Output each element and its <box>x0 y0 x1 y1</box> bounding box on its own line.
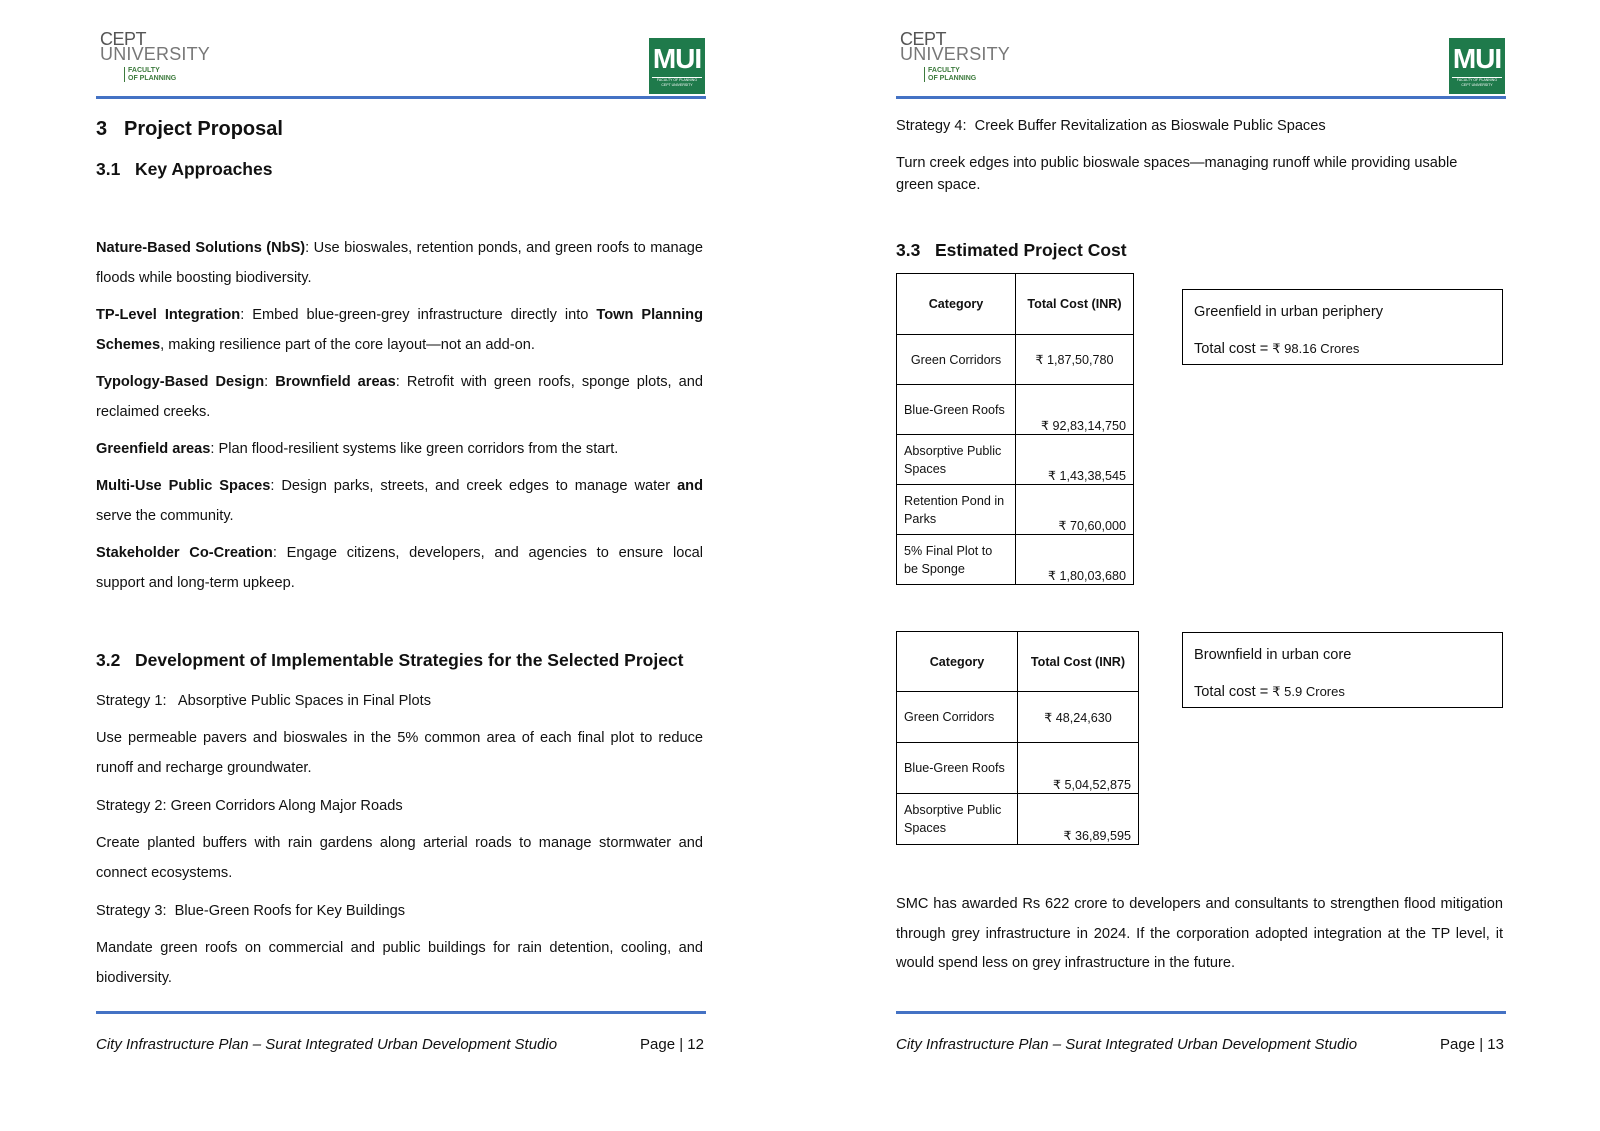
approach-greenfield: Greenfield areas: Plan flood-resilient systems like green corridors from the start. <box>96 441 619 457</box>
approach-tp-level: TP-Level Integration: Embed blue-green-grey infrastructure directly into Town Planning Schemes, making resilience part of the core layout—not an add-on. <box>96 307 703 353</box>
cept-university-logo: CEPT UNIVERSITY FACULTY OF PLANNING <box>900 29 1011 82</box>
footer-title: City Infrastructure Plan – Surat Integrated Urban Development Studio <box>896 1036 1358 1053</box>
table-row: Blue-Green Roofs ₹ 5,04,52,875 <box>897 743 1139 794</box>
footer-rule <box>96 1011 706 1014</box>
approach-stakeholder: Stakeholder Co-Creation: Engage citizens, developers, and agencies to ensure local support and long-term upkeep. <box>96 545 703 591</box>
approach-nbs: Nature-Based Solutions (NbS): Use bioswales, retention ponds, and green roofs to manage floods while boosting biodiversity. <box>96 240 703 286</box>
header-rule <box>96 96 706 99</box>
approach-multi-use: Multi-Use Public Spaces: Design parks, streets, and creek edges to manage water and serve the community. <box>96 478 704 524</box>
page-13 <box>800 0 1600 1131</box>
greenfield-cost-table: Category Total Cost (INR) Green Corridors ₹ 1,87,50,780 Blue-Green Roofs ₹ 92,83,14,750 Absorptive Public Spaces ₹ 1,43,38,545 Retention Pond in Parks ₹ 70,60,000 5% Final Plot to be Sponge ₹ 1,80,03,680 <box>896 273 1134 585</box>
footer-rule <box>896 1011 1506 1014</box>
strategy-4-title: Strategy 4: Creek Buffer Revitalization as Bioswale Public Spaces <box>896 118 1326 134</box>
strategy-1-title: Strategy 1: Absorptive Public Spaces in Final Plots <box>96 693 432 709</box>
table-row: Green Corridors ₹ 48,24,630 <box>897 692 1139 743</box>
page-number: Page | 13 <box>1440 1036 1504 1053</box>
mui-logo: MUI FACULTY OF PLANNING CEPT UNIVERSITY <box>649 38 705 94</box>
strategy-1-text: Use permeable pavers and bioswales in the 5% common area of each final plot to reduce runoff and recharge groundwater. <box>96 730 703 776</box>
cept-university-logo: CEPT UNIVERSITY FACULTY OF PLANNING <box>100 29 211 82</box>
greenfield-total-box: Greenfield in urban periphery Total cost = ₹ 98.16 Crores <box>1182 289 1503 365</box>
table-row: 5% Final Plot to be Sponge ₹ 1,80,03,680 <box>897 535 1134 585</box>
table-row: Green Corridors ₹ 1,87,50,780 <box>897 335 1134 385</box>
closing-paragraph: SMC has awarded Rs 622 crore to developers and consultants to strengthen flood mitigation through grey infrastructure in 2024. If the corporation adopted integration at the TP level, it would spend less on grey infrastructure in the future. <box>896 896 1503 971</box>
section-3-1-heading: 3.1 Key Approaches <box>96 159 273 179</box>
page-number: Page | 12 <box>640 1036 704 1053</box>
table-row: Absorptive Public Spaces ₹ 36,89,595 <box>897 794 1139 845</box>
strategy-4-text: Turn creek edges into public bioswale spaces—managing runoff while providing usable green space. <box>896 155 1458 193</box>
strategy-2-title: Strategy 2: Green Corridors Along Major Roads <box>96 798 403 814</box>
brownfield-cost-table: Category Total Cost (INR) Green Corridors ₹ 48,24,630 Blue-Green Roofs ₹ 5,04,52,875 Absorptive Public Spaces ₹ 36,89,595 <box>896 631 1139 845</box>
strategy-3-text: Mandate green roofs on commercial and public buildings for rain detention, cooling, and biodiversity. <box>96 940 703 986</box>
brownfield-total-box: Brownfield in urban core Total cost = ₹ 5.9 Crores <box>1182 632 1503 708</box>
table-row: Blue-Green Roofs ₹ 92,83,14,750 <box>897 385 1134 435</box>
table-row: Retention Pond in Parks ₹ 70,60,000 <box>897 485 1134 535</box>
footer-title: City Infrastructure Plan – Surat Integrated Urban Development Studio <box>96 1036 558 1053</box>
section-3-heading: 3 Project Proposal <box>96 118 283 140</box>
section-3-2-heading: 3.2 Development of Implementable Strategies for the Selected Project <box>96 650 684 670</box>
approach-typology: Typology-Based Design: Brownfield areas: Retrofit with green roofs, sponge plots, and reclaimed creeks. <box>96 374 703 420</box>
table-row: Absorptive Public Spaces ₹ 1,43,38,545 <box>897 435 1134 485</box>
section-3-3-heading: 3.3 Estimated Project Cost <box>896 240 1127 260</box>
mui-logo: MUI FACULTY OF PLANNING CEPT UNIVERSITY <box>1449 38 1505 94</box>
strategy-3-title: Strategy 3: Blue-Green Roofs for Key Buildings <box>96 903 406 919</box>
header-rule <box>896 96 1506 99</box>
strategy-2-text: Create planted buffers with rain gardens along arterial roads to manage stormwater and connect ecosystems. <box>96 835 703 881</box>
